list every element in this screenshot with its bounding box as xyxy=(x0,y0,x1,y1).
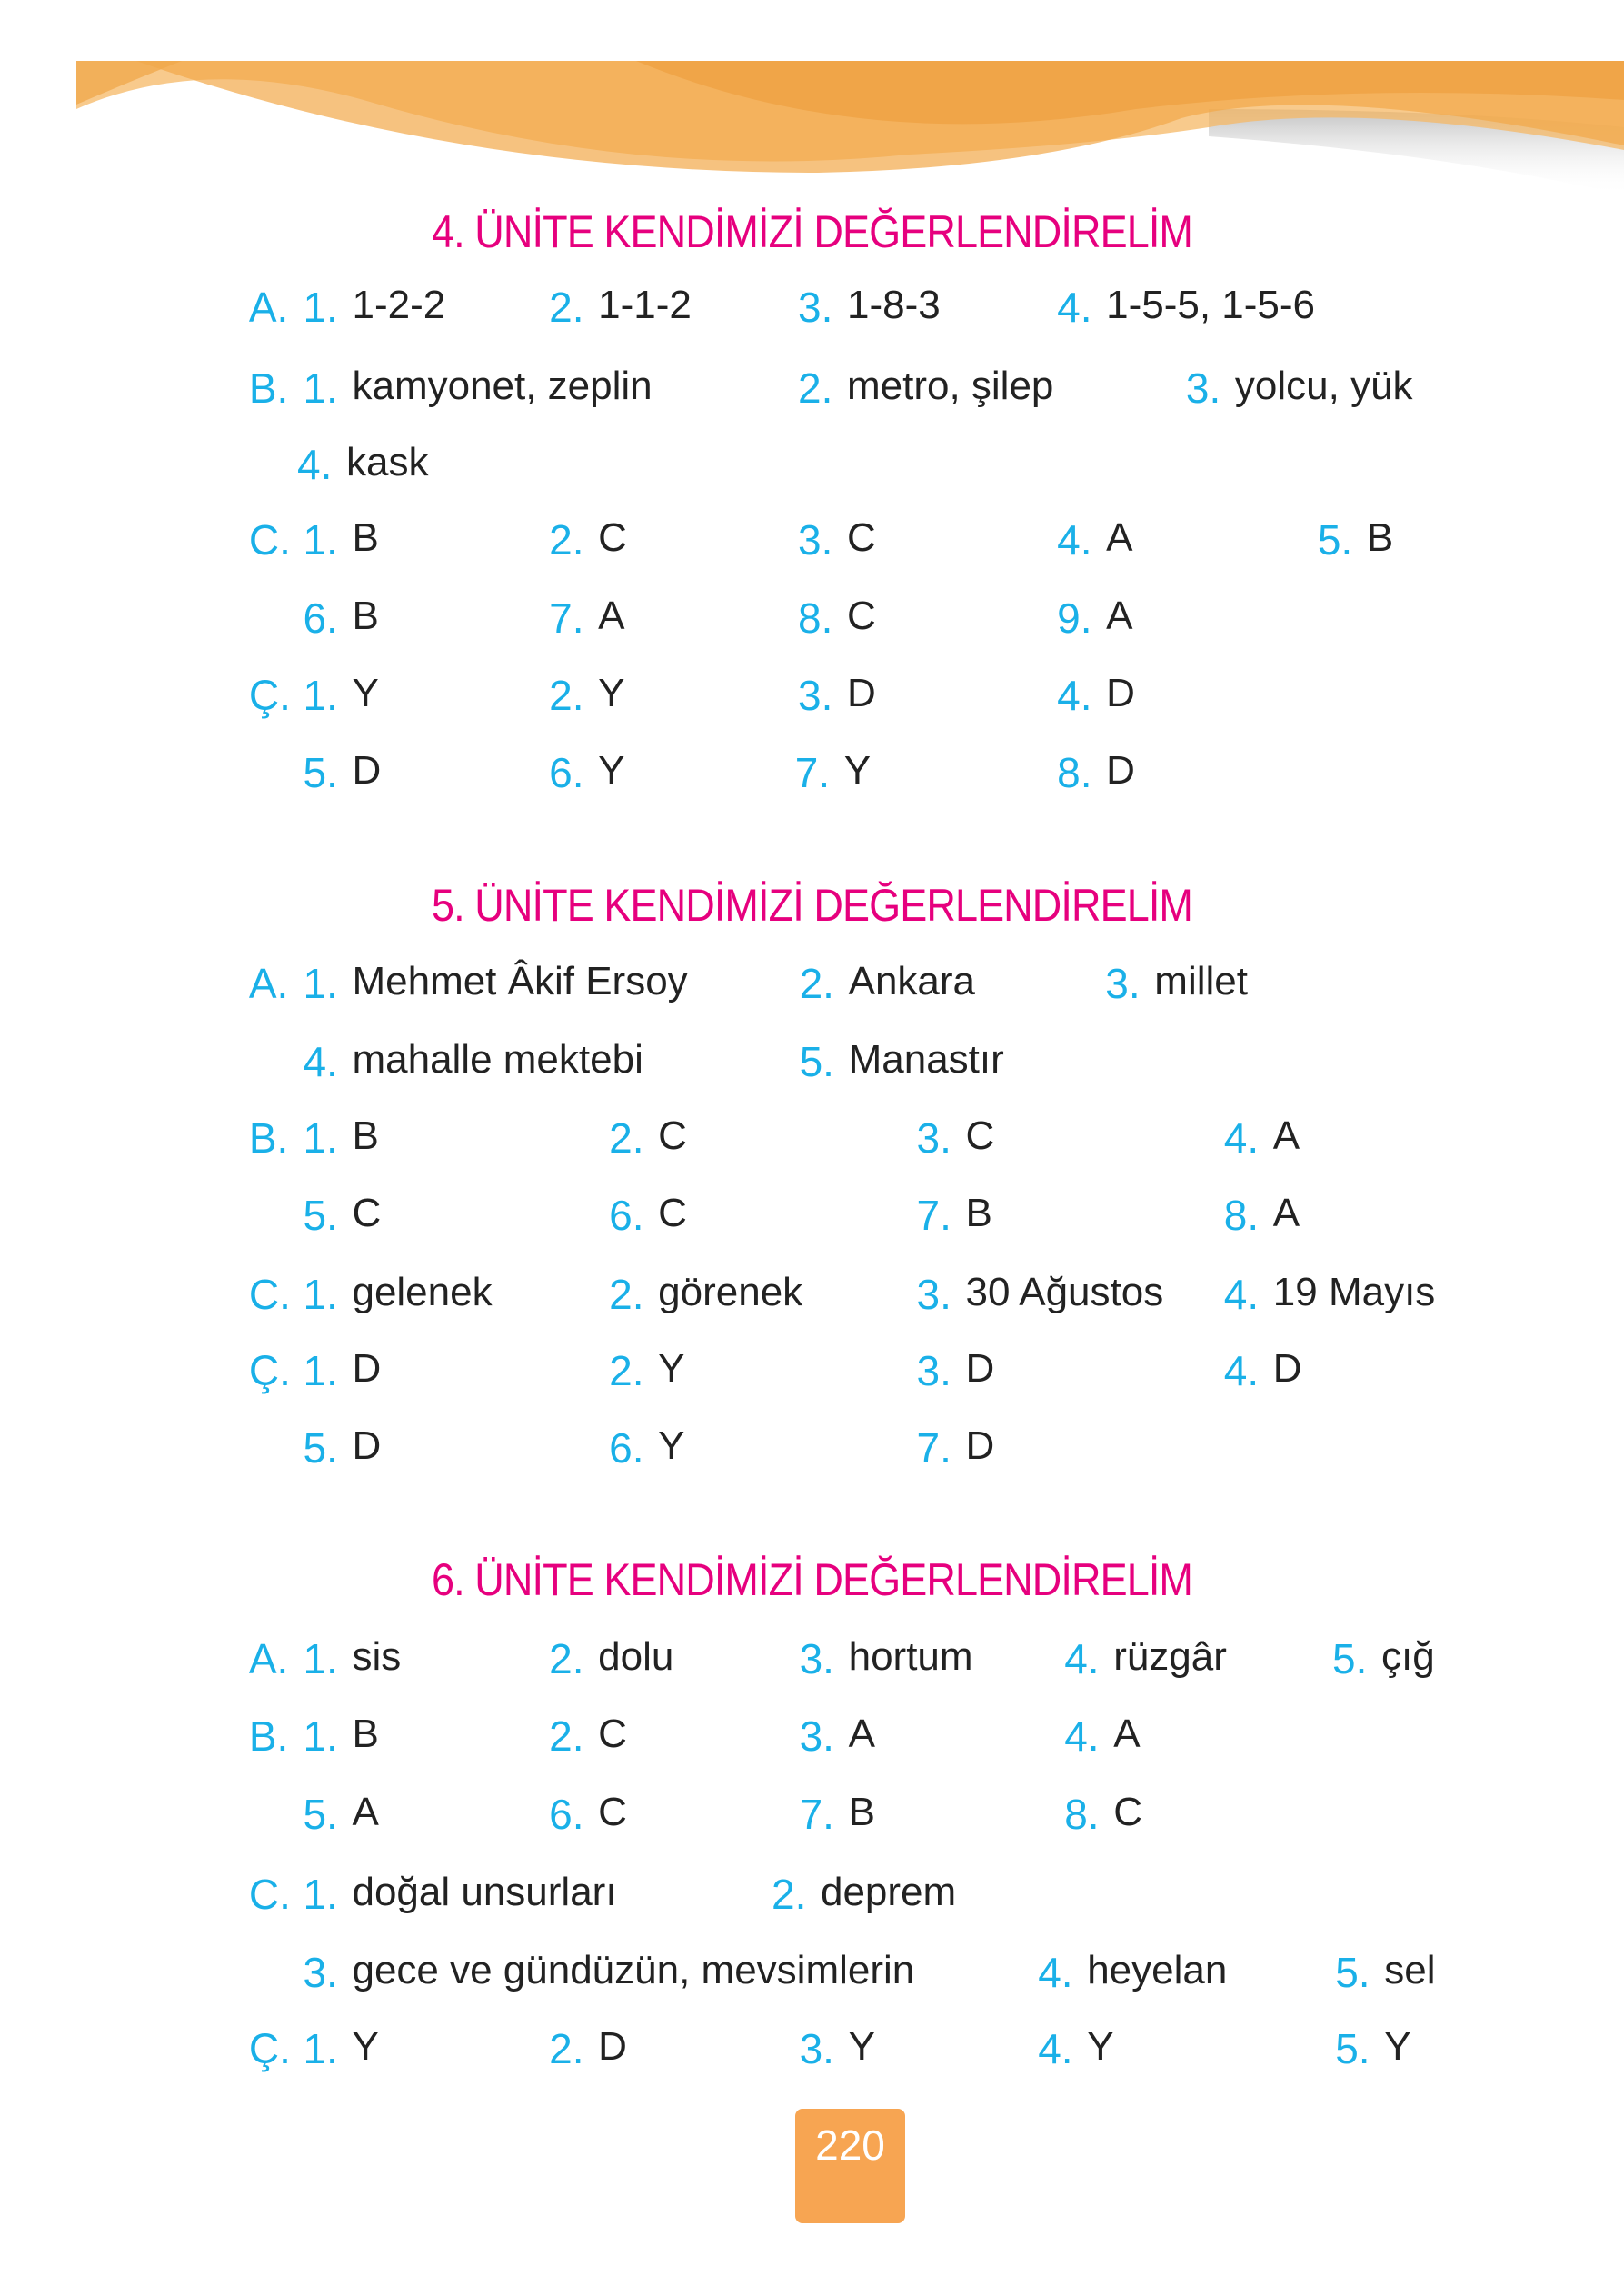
question-number: 7. xyxy=(794,749,831,797)
answer-text: D xyxy=(352,1345,382,1391)
question-number: 3. xyxy=(1105,960,1141,1008)
answer-text: sel xyxy=(1384,1947,1436,1992)
answer-text: dolu xyxy=(598,1634,674,1680)
question-number: 1. xyxy=(303,516,338,564)
answer-text: D xyxy=(846,671,876,716)
question-number: 2. xyxy=(797,364,833,412)
answer-row xyxy=(0,1790,1624,1844)
answer-text: B xyxy=(352,1712,379,1757)
question-number: 4. xyxy=(1064,1635,1100,1683)
answer-text: Y xyxy=(352,671,379,716)
question-number: 1. xyxy=(303,1871,338,1919)
question-number: 5. xyxy=(1335,2024,1370,2072)
question-number: 3. xyxy=(916,1346,951,1394)
question-number: 2. xyxy=(549,2024,584,2072)
question-number: 1. xyxy=(303,672,338,720)
answer-text: rüzgâr xyxy=(1113,1634,1227,1680)
question-number: 4. xyxy=(1223,1270,1260,1318)
answer-text: millet xyxy=(1154,959,1248,1004)
question-number: 5. xyxy=(303,1191,338,1239)
answer-text: Mehmet Âkif Ersoy xyxy=(352,959,688,1004)
question-number: 5. xyxy=(1332,1635,1368,1683)
answer-text: görenek xyxy=(658,1269,803,1314)
question-number: 9. xyxy=(1057,594,1092,642)
question-number: 3. xyxy=(303,1948,338,1996)
question-number: 4. xyxy=(1038,1948,1073,1996)
answer-text: C xyxy=(658,1190,687,1235)
answer-text: Y xyxy=(1087,2023,1114,2069)
answer-text: A xyxy=(1272,1113,1300,1158)
answer-row xyxy=(0,1113,1624,1168)
answer-text: Y xyxy=(658,1345,685,1391)
part-letter: C. xyxy=(248,1270,291,1318)
question-number: 6. xyxy=(549,1790,584,1838)
answer-row xyxy=(0,1423,1624,1478)
section-title: 4. ÜNİTE KENDİMİZİ DEĞERLENDİRELİM xyxy=(431,205,1193,257)
question-number: 5. xyxy=(303,1424,338,1472)
question-number: 3. xyxy=(799,2024,834,2072)
question-number: 4. xyxy=(303,1037,338,1085)
answer-text: D xyxy=(352,1423,382,1469)
question-number: 1. xyxy=(303,284,338,332)
question-number: 5. xyxy=(303,1790,338,1838)
question-number: 3. xyxy=(799,1635,834,1683)
answer-text: Y xyxy=(848,2023,875,2069)
question-number: 1. xyxy=(303,1635,338,1683)
answer-row xyxy=(0,1270,1624,1324)
answer-text: C xyxy=(1113,1789,1142,1834)
answer-text: A xyxy=(598,593,625,638)
answer-text: B xyxy=(352,515,379,561)
answer-text: C xyxy=(352,1190,382,1235)
answer-row xyxy=(0,671,1624,725)
answer-text: Ankara xyxy=(848,959,976,1004)
answer-row xyxy=(0,1037,1624,1092)
answer-row xyxy=(0,1191,1624,1245)
question-number: 2. xyxy=(549,1712,584,1761)
answer-row xyxy=(0,283,1624,337)
question-number: 8. xyxy=(1057,749,1092,797)
answer-text: 1-1-2 xyxy=(598,283,692,328)
section-title: 5. ÜNİTE KENDİMİZİ DEĞERLENDİRELİM xyxy=(431,879,1193,931)
question-number: 6. xyxy=(303,594,338,642)
question-number: 4. xyxy=(1057,516,1092,564)
answer-text: A xyxy=(352,1789,379,1834)
answer-row xyxy=(0,440,1624,494)
answer-text: C xyxy=(598,515,627,561)
answer-text: Y xyxy=(1384,2023,1411,2069)
answer-row xyxy=(0,748,1624,803)
question-number: 4. xyxy=(1064,1712,1100,1761)
question-number: 3. xyxy=(916,1270,951,1318)
part-letter: C. xyxy=(248,1871,291,1919)
question-number: 7. xyxy=(549,594,584,642)
answer-text: A xyxy=(1113,1712,1141,1757)
answer-text: Y xyxy=(352,2023,379,2069)
page-number-badge: 220 xyxy=(795,2109,905,2223)
answer-text: D xyxy=(352,748,382,794)
part-letter: C. xyxy=(248,516,291,564)
answer-row xyxy=(0,1346,1624,1401)
answer-text: Y xyxy=(843,748,872,794)
section-title: 6. ÜNİTE KENDİMİZİ DEĞERLENDİRELİM xyxy=(431,1554,1193,1606)
answer-text: mahalle mektebi xyxy=(352,1036,643,1082)
answer-text: Y xyxy=(598,748,625,794)
answer-text: C xyxy=(965,1113,995,1158)
question-number: 2. xyxy=(609,1113,644,1162)
answer-text: C xyxy=(846,593,876,638)
question-number: 2. xyxy=(771,1871,807,1919)
question-number: 1. xyxy=(303,1113,338,1162)
answer-text: C xyxy=(846,515,876,561)
question-number: 8. xyxy=(797,594,833,642)
part-letter: A. xyxy=(248,1635,289,1683)
answer-text: hortum xyxy=(848,1634,973,1680)
answer-text: Manastır xyxy=(848,1036,1004,1082)
answer-text: sis xyxy=(352,1634,402,1680)
answer-text: B xyxy=(352,593,379,638)
answer-text: kask xyxy=(346,439,429,484)
part-letter: B. xyxy=(248,1113,289,1162)
question-number: 6. xyxy=(609,1424,644,1472)
answer-row xyxy=(0,1948,1624,2002)
question-number: 4. xyxy=(297,440,333,488)
question-number: 2. xyxy=(549,284,584,332)
question-number: 3. xyxy=(797,672,833,720)
part-letter: Ç. xyxy=(248,672,291,720)
answer-text: A xyxy=(1106,593,1133,638)
answer-text: gece ve gündüzün, mevsimlerin xyxy=(352,1947,915,1992)
question-number: 1. xyxy=(303,364,338,412)
answer-text: kamyonet, zeplin xyxy=(352,363,653,408)
answer-row xyxy=(0,959,1624,1013)
question-number: 5. xyxy=(1317,516,1353,564)
question-number: 2. xyxy=(549,516,584,564)
question-number: 5. xyxy=(1335,1948,1370,1996)
answer-text: heyelan xyxy=(1087,1947,1228,1992)
answer-text: A xyxy=(848,1712,875,1757)
part-letter: Ç. xyxy=(248,1346,291,1394)
question-number: 2. xyxy=(609,1270,644,1318)
part-letter: A. xyxy=(248,960,289,1008)
question-number: 3. xyxy=(797,516,833,564)
part-letter: B. xyxy=(248,364,289,412)
answer-text: A xyxy=(1106,515,1133,561)
answer-text: A xyxy=(1272,1190,1300,1235)
answer-text: D xyxy=(965,1423,995,1469)
question-number: 7. xyxy=(916,1191,951,1239)
answer-text: D xyxy=(965,1345,995,1391)
answer-text: D xyxy=(598,2023,627,2069)
question-number: 7. xyxy=(916,1424,951,1472)
question-number: 5. xyxy=(799,1037,834,1085)
answer-text: Y xyxy=(658,1423,685,1469)
answer-row xyxy=(0,1712,1624,1766)
part-letter: A. xyxy=(248,284,289,332)
answer-text: C xyxy=(598,1712,627,1757)
part-letter: B. xyxy=(248,1712,289,1761)
question-number: 2. xyxy=(549,672,584,720)
answer-text: deprem xyxy=(820,1870,957,1915)
question-number: 3. xyxy=(916,1113,951,1162)
answer-text: B xyxy=(965,1190,992,1235)
question-number: 3. xyxy=(797,284,833,332)
question-number: 4. xyxy=(1223,1346,1260,1394)
answer-row xyxy=(0,2024,1624,2079)
answer-row xyxy=(0,1634,1624,1689)
question-number: 4. xyxy=(1057,284,1092,332)
answer-row xyxy=(0,1870,1624,1924)
answer-text: doğal unsurları xyxy=(352,1870,617,1915)
answer-row xyxy=(0,594,1624,648)
question-number: 1. xyxy=(303,1712,338,1761)
question-number: 4. xyxy=(1057,672,1092,720)
answer-text: D xyxy=(1272,1345,1302,1391)
answer-text: C xyxy=(658,1113,687,1158)
question-number: 1. xyxy=(303,2024,338,2072)
question-number: 1. xyxy=(303,960,338,1008)
answer-row xyxy=(0,364,1624,418)
question-number: 2. xyxy=(549,1635,584,1683)
answer-text: 19 Mayıs xyxy=(1272,1269,1436,1314)
decorative-wave-banner xyxy=(0,0,1624,209)
answer-text: D xyxy=(1106,671,1135,716)
question-number: 1. xyxy=(303,1270,338,1318)
answer-text: Y xyxy=(598,671,625,716)
answer-row xyxy=(0,515,1624,570)
question-number: 8. xyxy=(1064,1790,1100,1838)
answer-text: yolcu, yük xyxy=(1234,363,1413,408)
question-number: 2. xyxy=(609,1346,644,1394)
answer-text: B xyxy=(1366,515,1394,561)
answer-text: gelenek xyxy=(352,1269,493,1314)
part-letter: Ç. xyxy=(248,2024,291,2072)
answer-text: D xyxy=(1106,748,1135,794)
answer-text: 1-5-5, 1-5-6 xyxy=(1106,283,1316,328)
question-number: 6. xyxy=(609,1191,644,1239)
question-number: 2. xyxy=(799,960,834,1008)
answer-text: 1-8-3 xyxy=(846,283,941,328)
question-number: 7. xyxy=(799,1790,834,1838)
question-number: 5. xyxy=(303,749,338,797)
answer-text: metro, şilep xyxy=(846,363,1054,408)
question-number: 4. xyxy=(1223,1113,1260,1162)
question-number: 3. xyxy=(799,1712,834,1761)
question-number: 4. xyxy=(1038,2024,1073,2072)
question-number: 6. xyxy=(549,749,584,797)
answer-text: çığ xyxy=(1381,1634,1435,1680)
question-number: 1. xyxy=(303,1346,338,1394)
answer-text: 1-2-2 xyxy=(352,283,446,328)
question-number: 8. xyxy=(1223,1191,1260,1239)
answer-text: 30 Ağustos xyxy=(965,1269,1164,1314)
answer-text: B xyxy=(848,1789,875,1834)
answer-text: C xyxy=(598,1789,627,1834)
answer-text: B xyxy=(352,1113,379,1158)
question-number: 3. xyxy=(1185,364,1221,412)
